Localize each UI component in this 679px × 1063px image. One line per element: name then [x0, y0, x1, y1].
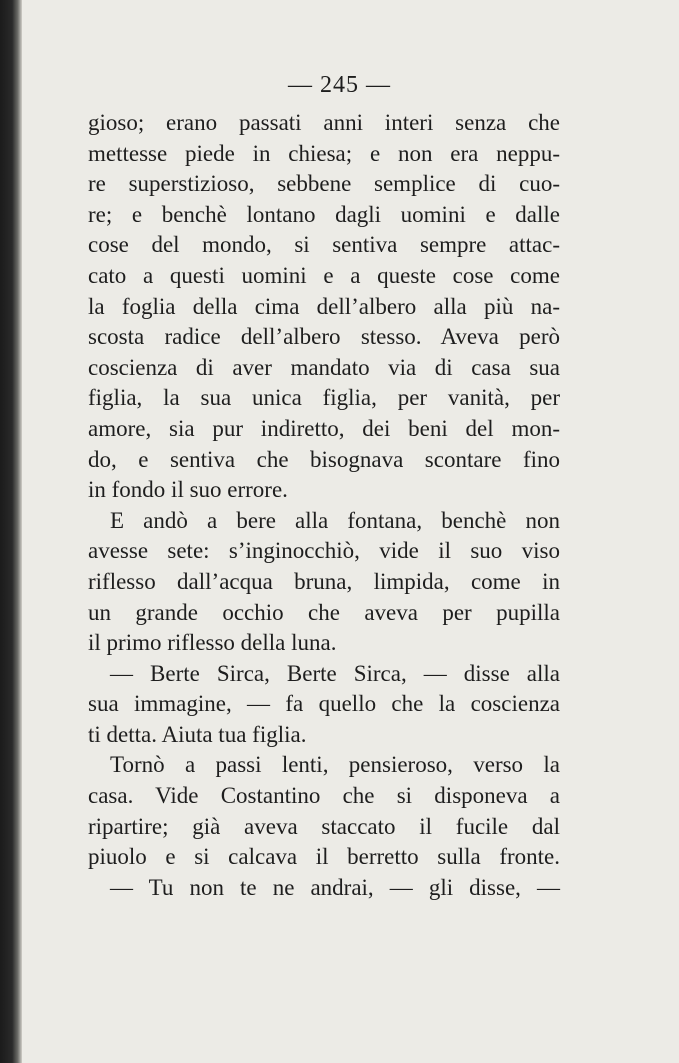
text-line: amore, sia pur indiretto, dei beni del mon- — [88, 415, 560, 441]
text-line: mettesse piede in chiesa; e non era neppu- — [88, 140, 560, 166]
text-line: — Berte Sirca, Berte Sirca, — disse alla — [110, 660, 560, 686]
text-line: Tornò a passi lenti, pensieroso, verso la — [110, 752, 560, 778]
page-number: — 245 — — [288, 72, 391, 98]
text-line: piuolo e si calcava il berretto sulla fronte. — [88, 844, 560, 870]
book-spine-shadow — [0, 0, 22, 1063]
text-line: re; e benchè lontano dagli uomini e dalle — [88, 201, 560, 227]
text-line: re superstizioso, sebbene semplice di cuo- — [88, 171, 560, 197]
text-line: gioso; erano passati anni interi senza che — [88, 110, 560, 135]
text-line: ripartire; già aveva staccato il fucile dal — [88, 813, 560, 839]
text-line: — Tu non te ne andrai, — gli disse, — — [110, 874, 560, 900]
text-line: figlia, la sua unica figlia, per vanità, per — [88, 385, 560, 411]
text-line: riflesso dall’acqua bruna, limpida, come in — [88, 568, 560, 594]
text-line: un grande occhio che aveva per pupilla — [88, 599, 560, 625]
text-line: cose del mondo, si sentiva sempre attac- — [88, 232, 560, 258]
text-line: E andò a bere alla fontana, benchè non — [110, 507, 560, 533]
text-line: la foglia della cima dell’albero alla più na- — [88, 293, 560, 319]
text-line: coscienza di aver mandato via di casa sua — [88, 354, 560, 380]
text-line: casa. Vide Costantino che si disponeva a — [88, 783, 560, 809]
text-line: ti detta. Aiuta tua figlia. — [88, 721, 307, 747]
body-text — [88, 108, 560, 903]
text-line: sua immagine, — fa quello che la coscienza — [88, 691, 560, 717]
text-line: in fondo il suo errore. — [88, 477, 288, 503]
text-line: il primo riflesso della luna. — [88, 630, 337, 656]
text-line: scosta radice dell’albero stesso. Aveva però — [88, 324, 560, 350]
text-line: avesse sete: s’inginocchiò, vide il suo viso — [88, 538, 560, 564]
text-line: cato a questi uomini e a queste cose come — [88, 262, 560, 288]
text-line: do, e sentiva che bisognava scontare fino — [88, 446, 560, 472]
